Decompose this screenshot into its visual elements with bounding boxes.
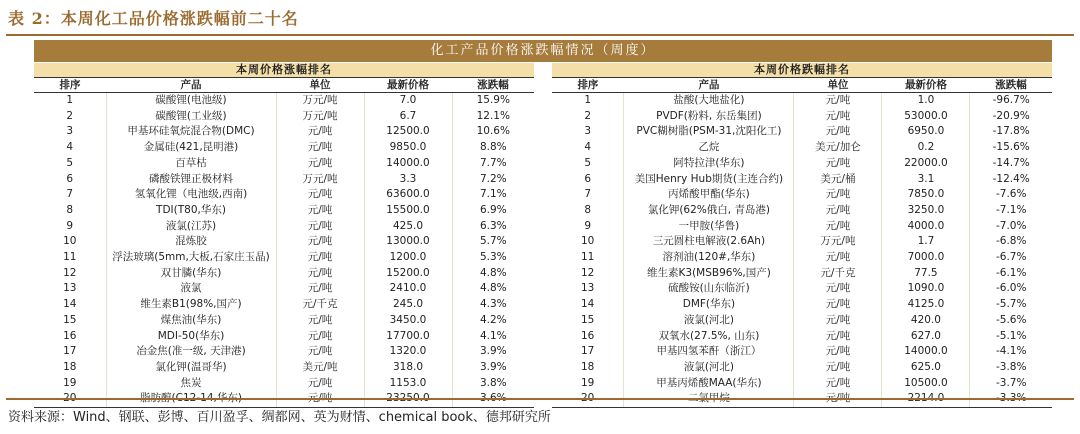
product-cell: 混炼胶	[106, 234, 276, 250]
unit-cell: 元/吨	[794, 109, 882, 125]
table-row	[34, 203, 534, 219]
price-cell: 420.0	[882, 313, 970, 329]
price-cell: 4000.0	[882, 219, 970, 235]
rank-cell: 5	[552, 156, 624, 172]
change-cell: 4.1%	[479, 329, 507, 342]
product-cell: 冶金焦(准一级, 天津港)	[106, 344, 276, 360]
product-cell: 浮法玻璃(5mm,大板,石家庄玉晶)	[106, 250, 276, 266]
price-cell: 1200.0	[364, 250, 452, 266]
unit-cell: 元/吨	[794, 297, 882, 313]
unit-cell: 元/吨	[276, 281, 364, 297]
table-row	[552, 93, 1052, 109]
table-row	[552, 313, 1052, 329]
table-row	[34, 313, 534, 329]
price-cell: 6.7	[364, 109, 452, 125]
unit-cell: 美元/加仑	[794, 140, 882, 156]
rank-cell: 15	[34, 313, 106, 329]
rank-cell: 11	[552, 250, 624, 266]
rank-cell: 11	[34, 250, 106, 266]
product-cell: MDI-50(华东)	[106, 329, 276, 345]
table-row	[34, 187, 534, 203]
unit-cell: 元/吨	[794, 93, 882, 109]
table-row	[34, 344, 534, 360]
table-row	[552, 140, 1052, 156]
change-cell: 3.9%	[479, 345, 507, 358]
gainers-table	[34, 63, 534, 408]
product-cell: 三元圆柱电解液(2.6Ah)	[624, 234, 794, 250]
product-cell: 碳酸锂(电池级)	[106, 93, 276, 109]
change-cell: -6.8%	[995, 235, 1027, 248]
price-cell: 625.0	[882, 360, 970, 376]
table-row	[552, 281, 1052, 297]
product-cell: 双甘膦(华东)	[106, 266, 276, 282]
price-cell: 14000.0	[364, 156, 452, 172]
change-cell: 7.7%	[479, 156, 507, 169]
price-cell: 14000.0	[882, 344, 970, 360]
change-cell: -3.7%	[995, 376, 1027, 389]
table-row	[34, 124, 534, 140]
price-cell: 17700.0	[364, 329, 452, 345]
table-row	[552, 219, 1052, 235]
gainers-title: 本周价格涨幅排名	[34, 63, 534, 78]
rank-cell: 9	[552, 219, 624, 235]
unit-cell: 元/吨	[276, 266, 364, 282]
rank-cell: 14	[34, 297, 106, 313]
unit-cell: 元/吨	[276, 234, 364, 250]
rank-cell: 1	[552, 93, 624, 109]
unit-cell: 元/吨	[276, 250, 364, 266]
table-row	[34, 250, 534, 266]
price-cell: 7000.0	[882, 250, 970, 266]
price-cell: 2410.0	[364, 281, 452, 297]
unit-cell: 元/吨	[794, 250, 882, 266]
unit-cell: 元/吨	[276, 376, 364, 392]
product-cell: 丙烯酸甲酯(华东)	[624, 187, 794, 203]
product-cell: 维生素K3(MSB96%,国产)	[624, 266, 794, 282]
price-cell: 2214.0	[882, 391, 970, 407]
change-cell: 12.1%	[476, 109, 510, 122]
unit-cell: 元/吨	[794, 124, 882, 140]
change-cell: 6.3%	[479, 219, 507, 232]
table-row	[34, 297, 534, 313]
change-cell: 4.8%	[479, 282, 507, 295]
change-cell: -20.9%	[992, 109, 1030, 122]
col-price: 最新价格	[364, 78, 452, 93]
unit-cell: 元/吨	[794, 281, 882, 297]
col-product: 产品	[106, 78, 276, 93]
price-cell: 9850.0	[364, 140, 452, 156]
rank-cell: 19	[552, 376, 624, 392]
price-cell: 10500.0	[882, 376, 970, 392]
price-cell: 318.0	[364, 360, 452, 376]
rank-cell: 16	[552, 329, 624, 345]
table-row	[552, 329, 1052, 345]
table-row	[552, 297, 1052, 313]
product-cell: 液氯	[106, 281, 276, 297]
rank-cell: 16	[34, 329, 106, 345]
price-cell: 6950.0	[882, 124, 970, 140]
price-cell: 3.3	[364, 172, 452, 188]
change-cell: -7.0%	[995, 219, 1027, 232]
product-cell: 乙烷	[624, 140, 794, 156]
product-cell: 液氯(河北)	[624, 313, 794, 329]
change-cell: -5.7%	[995, 298, 1027, 311]
price-cell: 7.0	[364, 93, 452, 109]
rank-cell: 14	[552, 297, 624, 313]
table-row	[34, 156, 534, 172]
product-cell: 焦炭	[106, 376, 276, 392]
change-cell: 4.2%	[479, 313, 507, 326]
change-cell: -17.8%	[992, 125, 1030, 138]
col-change: 涨跌幅	[970, 78, 1052, 93]
product-cell: 盐酸(大地盐化)	[624, 93, 794, 109]
product-cell: 双氧水(27.5%, 山东)	[624, 329, 794, 345]
rank-cell: 8	[552, 203, 624, 219]
rank-cell: 18	[34, 360, 106, 376]
col-unit: 单位	[276, 78, 364, 93]
unit-cell: 元/吨	[276, 329, 364, 345]
source-note: 资料来源：Wind、钢联、彭博、百川盈孚、绸都网、英为财情、chemical book、德邦研究所	[8, 410, 551, 425]
rank-cell: 13	[552, 281, 624, 297]
change-cell: 4.3%	[479, 298, 507, 311]
change-cell: -7.6%	[995, 188, 1027, 201]
product-cell: DMF(华东)	[624, 297, 794, 313]
table-row	[552, 266, 1052, 282]
rank-cell: 6	[552, 172, 624, 188]
unit-cell: 万元/吨	[276, 93, 364, 109]
rank-cell: 10	[552, 234, 624, 250]
unit-cell: 元/吨	[276, 203, 364, 219]
col-product: 产品	[624, 78, 794, 93]
bottom-divider	[6, 398, 1074, 400]
rank-cell: 6	[34, 172, 106, 188]
product-cell: 氯化钾(温哥华)	[106, 360, 276, 376]
unit-cell: 元/吨	[276, 344, 364, 360]
unit-cell: 元/吨	[794, 187, 882, 203]
change-cell: -6.0%	[995, 282, 1027, 295]
table-row	[552, 250, 1052, 266]
tables-container	[34, 63, 1052, 408]
product-cell: 溶剂油(120#,华东)	[624, 250, 794, 266]
change-cell: 15.9%	[476, 94, 510, 106]
unit-cell: 元/吨	[276, 187, 364, 203]
price-cell: 53000.0	[882, 109, 970, 125]
col-unit: 单位	[794, 78, 882, 93]
gainers-body	[34, 93, 534, 408]
table-row	[34, 281, 534, 297]
unit-cell: 元/吨	[276, 140, 364, 156]
rank-cell: 20	[552, 391, 624, 407]
unit-cell: 元/吨	[794, 313, 882, 329]
product-cell: 氢氧化锂（电池级,西南)	[106, 187, 276, 203]
product-cell: 甲基丙烯酸MAA(华东)	[624, 376, 794, 392]
product-cell: 磷酸铁锂正极材料	[106, 172, 276, 188]
unit-cell: 元/千克	[794, 266, 882, 282]
change-cell: -96.7%	[992, 94, 1030, 106]
unit-cell: 元/吨	[794, 156, 882, 172]
unit-cell: 元/吨	[276, 391, 364, 407]
product-cell: PVC糊树脂(PSM-31,沈阳化工)	[624, 124, 794, 140]
change-cell: -5.6%	[995, 313, 1027, 326]
table-row	[552, 203, 1052, 219]
rank-cell: 12	[34, 266, 106, 282]
price-cell: 3250.0	[882, 203, 970, 219]
price-cell: 1.0	[882, 93, 970, 109]
rank-cell: 2	[34, 109, 106, 125]
change-cell: -14.7%	[992, 156, 1030, 169]
table-row	[34, 266, 534, 282]
losers-table	[552, 63, 1052, 408]
price-cell: 13000.0	[364, 234, 452, 250]
product-cell: 液氯(河北)	[624, 360, 794, 376]
product-cell: 碳酸锂(工业级)	[106, 109, 276, 125]
change-cell: 6.9%	[479, 203, 507, 216]
product-cell: 阿特拉津(华东)	[624, 156, 794, 172]
table-row	[34, 329, 534, 345]
product-cell: 甲基环硅氧烷混合物(DMC)	[106, 124, 276, 140]
price-cell: 1090.0	[882, 281, 970, 297]
product-cell: 美国Henry Hub期货(主连合约)	[624, 172, 794, 188]
table-caption: 表 2：本周化工品价格涨跌幅前二十名	[8, 9, 299, 28]
table-row	[552, 344, 1052, 360]
table-row	[552, 124, 1052, 140]
rank-cell: 13	[34, 281, 106, 297]
product-cell: 维生素B1(98%,国产)	[106, 297, 276, 313]
change-cell: -3.8%	[995, 360, 1027, 373]
product-cell: 二氯甲烷	[624, 391, 794, 407]
change-cell: 4.8%	[479, 266, 507, 279]
unit-cell: 万元/吨	[276, 172, 364, 188]
table-row	[34, 140, 534, 156]
rank-cell: 12	[552, 266, 624, 282]
rank-cell: 9	[34, 219, 106, 235]
price-cell: 245.0	[364, 297, 452, 313]
rank-cell: 15	[552, 313, 624, 329]
table-row	[552, 234, 1052, 250]
rank-cell: 7	[552, 187, 624, 203]
price-cell: 23250.0	[364, 391, 452, 407]
col-rank: 排序	[34, 78, 106, 93]
product-cell: 液氯(江苏)	[106, 219, 276, 235]
unit-cell: 美元/吨	[276, 360, 364, 376]
rank-cell: 7	[34, 187, 106, 203]
rank-cell: 2	[552, 109, 624, 125]
unit-cell: 美元/桶	[794, 172, 882, 188]
unit-cell: 元/吨	[794, 203, 882, 219]
product-cell: TDI(T80,华东)	[106, 203, 276, 219]
change-cell: -3.3%	[970, 391, 1052, 407]
change-cell: 7.2%	[479, 172, 507, 185]
table-row	[34, 234, 534, 250]
table-row	[552, 172, 1052, 188]
rank-cell: 5	[34, 156, 106, 172]
rank-cell: 8	[34, 203, 106, 219]
losers-title: 本周价格跌幅排名	[552, 63, 1052, 78]
price-cell: 1.7	[882, 234, 970, 250]
change-cell: 10.6%	[476, 125, 510, 138]
price-cell: 63600.0	[364, 187, 452, 203]
price-cell: 627.0	[882, 329, 970, 345]
unit-cell: 元/吨	[794, 360, 882, 376]
change-cell: 8.8%	[479, 141, 507, 154]
rank-cell: 10	[34, 234, 106, 250]
unit-cell: 元/吨	[276, 156, 364, 172]
unit-cell: 元/吨	[794, 219, 882, 235]
rank-cell: 4	[34, 140, 106, 156]
change-cell: -5.1%	[995, 329, 1027, 342]
price-cell: 7850.0	[882, 187, 970, 203]
change-cell: 3.9%	[479, 360, 507, 373]
table-row	[552, 109, 1052, 125]
unit-cell: 元/吨	[794, 329, 882, 345]
table-row	[34, 93, 534, 109]
product-cell: 脂肪醇(C12-14,华东)	[106, 391, 276, 407]
table-row	[552, 187, 1052, 203]
rank-cell: 3	[34, 124, 106, 140]
change-cell: -4.1%	[995, 345, 1027, 358]
rank-cell: 17	[34, 344, 106, 360]
product-cell: 金属硅(421,昆明港)	[106, 140, 276, 156]
unit-cell: 元/吨	[794, 344, 882, 360]
rank-cell: 18	[552, 360, 624, 376]
unit-cell: 元/吨	[794, 376, 882, 392]
unit-cell: 万元/吨	[794, 234, 882, 250]
rank-cell: 17	[552, 344, 624, 360]
price-cell: 77.5	[882, 266, 970, 282]
rank-cell: 4	[552, 140, 624, 156]
table-row	[34, 172, 534, 188]
rank-cell: 20	[34, 391, 106, 407]
price-cell: 3.1	[882, 172, 970, 188]
change-cell: 5.3%	[479, 251, 507, 264]
change-cell: -7.1%	[995, 203, 1027, 216]
main-header: 化工产品价格涨跌幅情况（周度）	[34, 40, 1052, 62]
table-row	[552, 156, 1052, 172]
unit-cell: 元/吨	[276, 313, 364, 329]
price-cell: 15500.0	[364, 203, 452, 219]
product-cell: 百草枯	[106, 156, 276, 172]
change-cell: -6.7%	[995, 251, 1027, 264]
rank-cell: 3	[552, 124, 624, 140]
price-cell: 4125.0	[882, 297, 970, 313]
product-cell: 煤焦油(华东)	[106, 313, 276, 329]
change-cell: -6.1%	[995, 266, 1027, 279]
price-cell: 3450.0	[364, 313, 452, 329]
top-divider	[6, 34, 1074, 36]
price-cell: 12500.0	[364, 124, 452, 140]
product-cell: 一甲胺(华鲁)	[624, 219, 794, 235]
unit-cell: 元/千克	[276, 297, 364, 313]
table-row	[34, 109, 534, 125]
price-cell: 1320.0	[364, 344, 452, 360]
table-row	[552, 376, 1052, 392]
unit-cell: 元/吨	[276, 124, 364, 140]
product-cell: 氯化钾(62%俄白, 青岛港)	[624, 203, 794, 219]
product-cell: 甲基四氢苯酐（浙江）	[624, 344, 794, 360]
price-cell: 22000.0	[882, 156, 970, 172]
product-cell: 硫酸铵(山东临沂)	[624, 281, 794, 297]
change-cell: 5.7%	[479, 235, 507, 248]
losers-body	[552, 93, 1052, 408]
change-cell: -15.6%	[992, 141, 1030, 154]
table-row	[34, 360, 534, 376]
table-row	[34, 376, 534, 392]
col-price: 最新价格	[882, 78, 970, 93]
table-row	[552, 360, 1052, 376]
table-row	[34, 219, 534, 235]
price-cell: 15200.0	[364, 266, 452, 282]
price-cell: 0.2	[882, 140, 970, 156]
product-cell: PVDF(粉料, 东岳集团)	[624, 109, 794, 125]
change-cell: 3.6%	[452, 391, 534, 407]
unit-cell: 元/吨	[276, 219, 364, 235]
unit-cell: 万元/吨	[276, 109, 364, 125]
unit-cell: 元/吨	[794, 391, 882, 407]
price-cell: 425.0	[364, 219, 452, 235]
price-cell: 1153.0	[364, 376, 452, 392]
col-rank: 排序	[552, 78, 624, 93]
col-change: 涨跌幅	[452, 78, 534, 93]
change-cell: 7.1%	[479, 188, 507, 201]
change-cell: -12.4%	[992, 172, 1030, 185]
rank-cell: 1	[34, 93, 106, 109]
change-cell: 3.8%	[479, 376, 507, 389]
rank-cell: 19	[34, 376, 106, 392]
